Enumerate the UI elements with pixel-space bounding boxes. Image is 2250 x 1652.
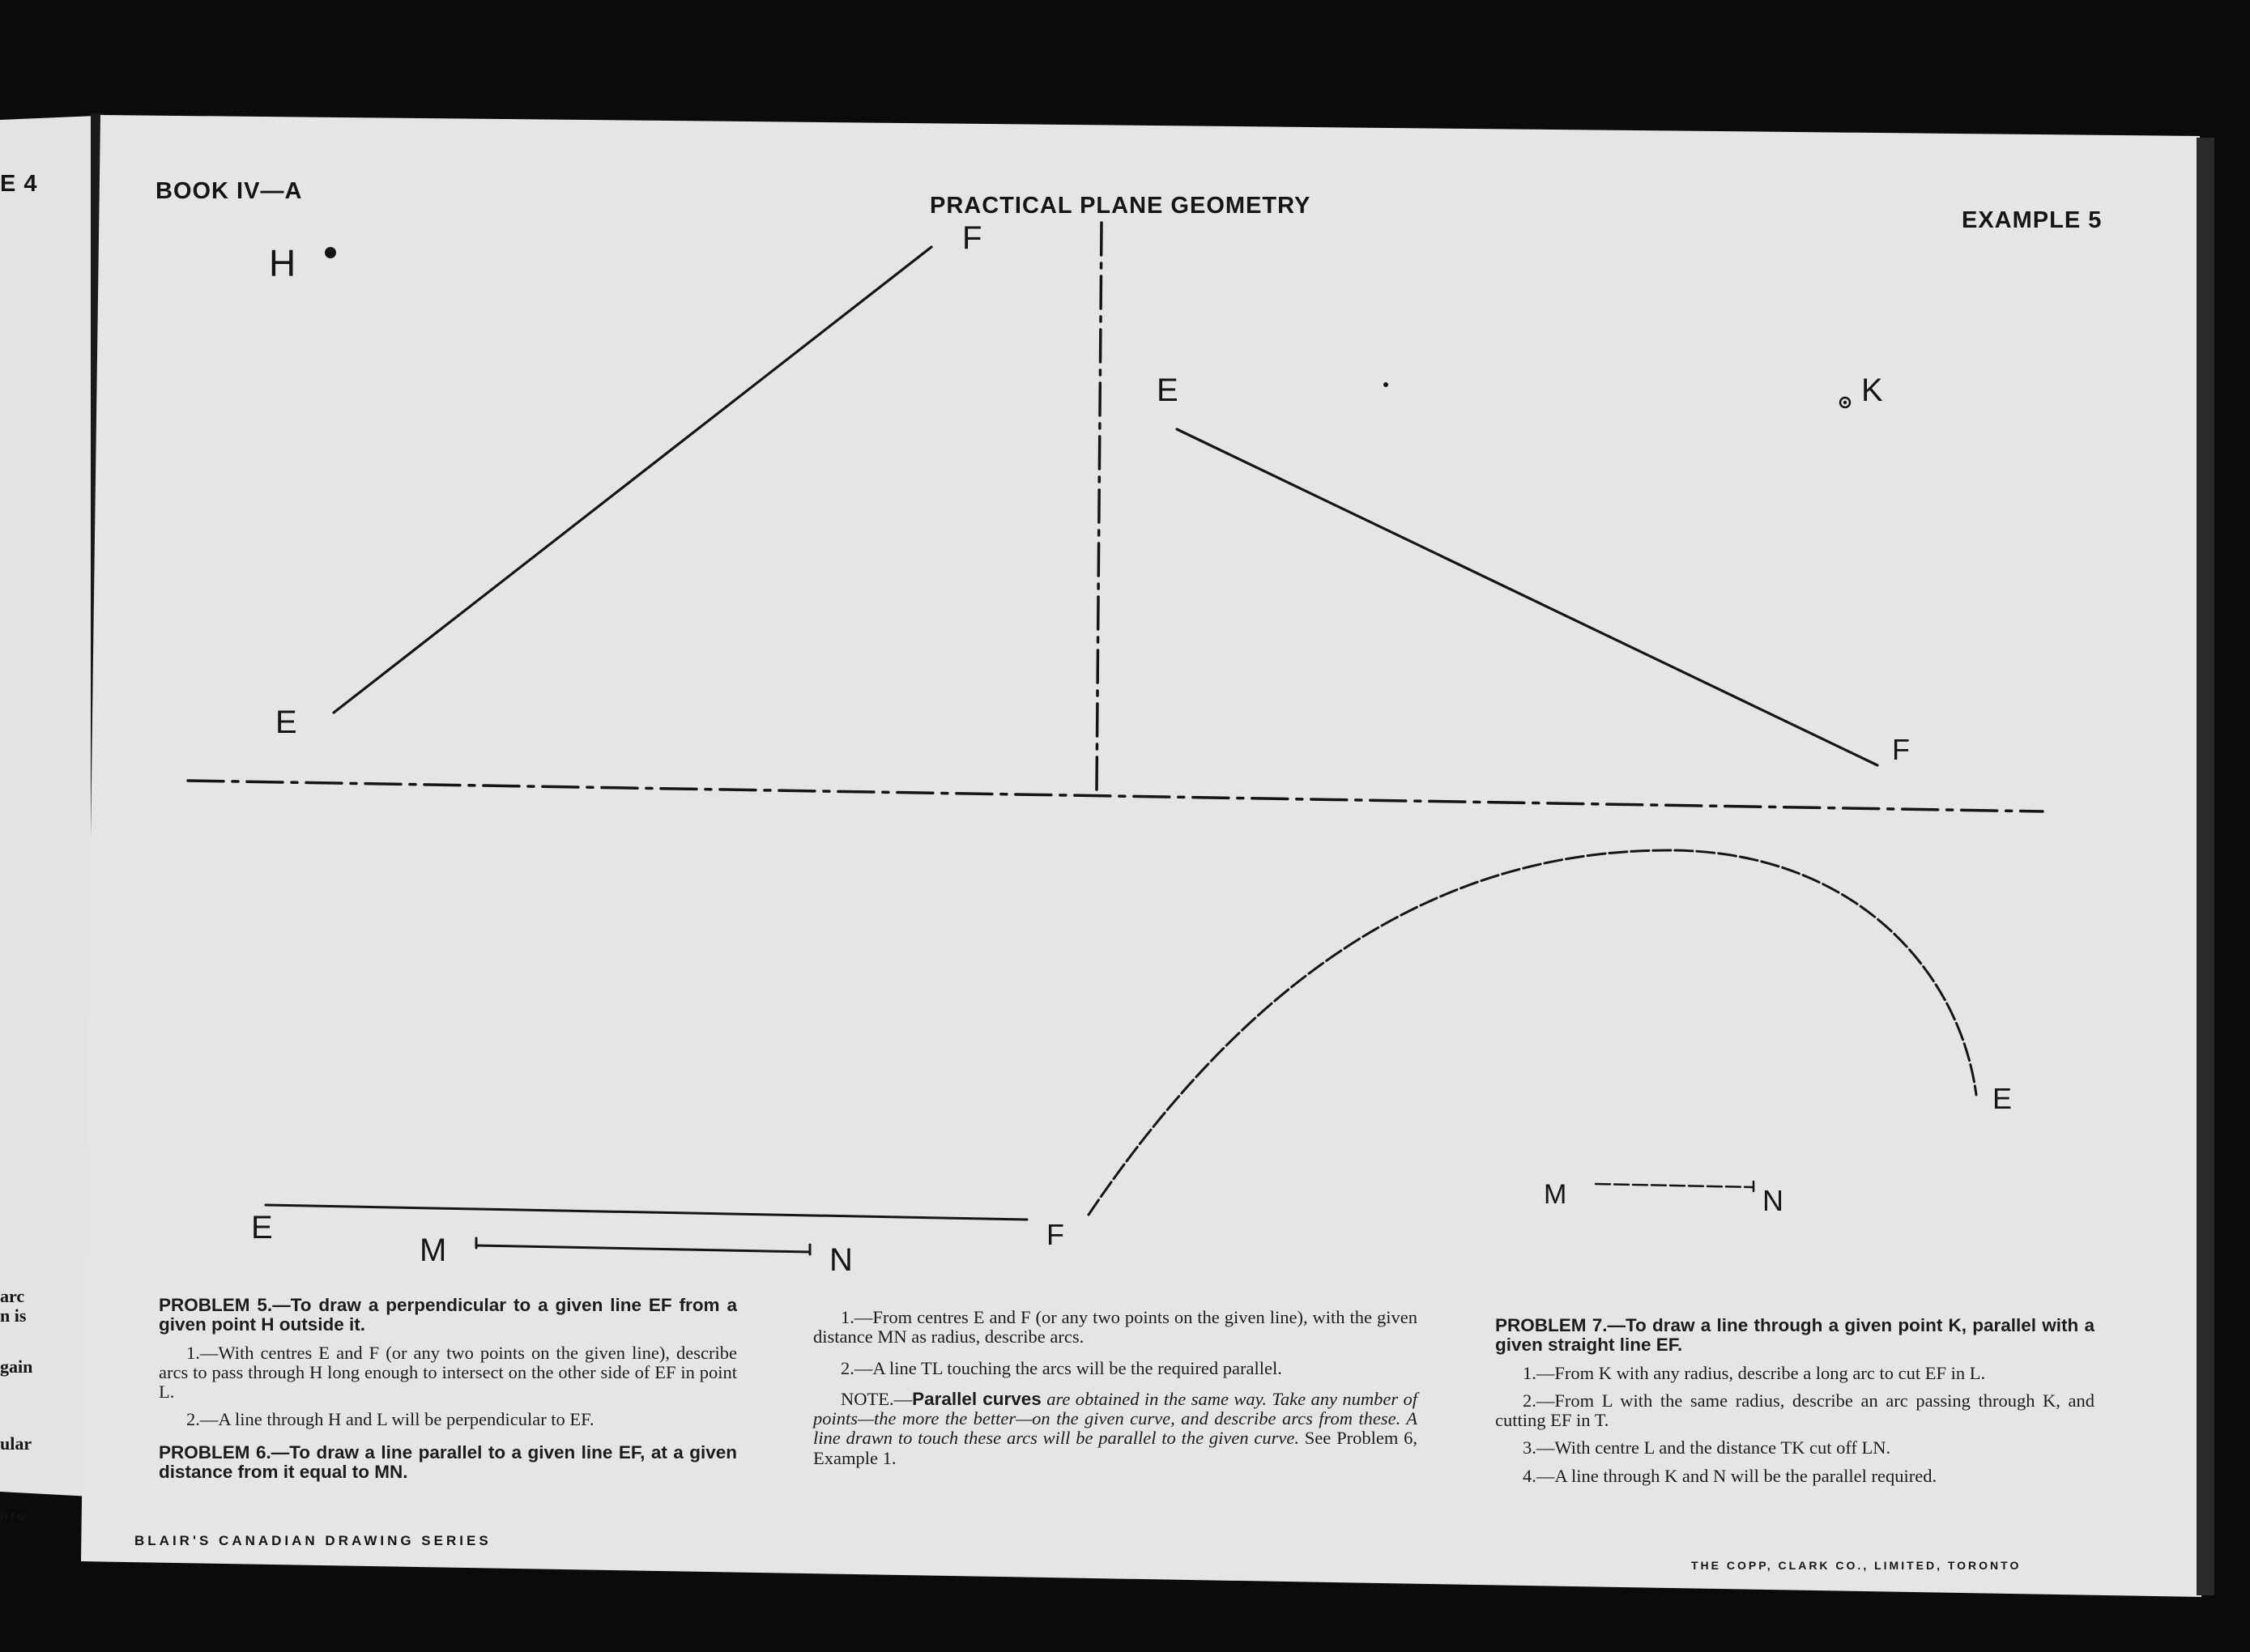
label-p6-n: N (829, 1242, 853, 1278)
previous-page-fragment: n is (0, 1305, 27, 1326)
series-footer: BLAIR'S CANADIAN DRAWING SERIES (134, 1533, 492, 1548)
problem7-statement (1495, 1316, 2094, 1356)
problem5-heading: PROBLEM 5. (159, 1295, 273, 1315)
previous-page-header: E 4 (0, 171, 38, 197)
previous-page-fragment: nto (0, 1509, 28, 1523)
problem5-step1: 1.—With centres E and F (or any two points on the given line), describe arcs to pass through H long enough to intersect on the other side of EF in point L. (159, 1342, 737, 1403)
problem7-step2: 2.—From L with the same radius, describe an arc passing through K, and cutting EF in T. (1495, 1390, 2094, 1431)
label-curve-n: N (1762, 1184, 1783, 1217)
problem7-step3: 3.—With centre L and the distance TK cut off LN. (1523, 1437, 1891, 1458)
point-h-dot (325, 247, 336, 258)
problem5-text-block (159, 1296, 737, 1490)
label-p5-f: F (962, 220, 982, 256)
example-label: EXAMPLE 5 (1962, 207, 2103, 233)
problem5-title: —To draw a perpendicular to a given line EF from a given point H outside it. (159, 1295, 737, 1335)
page-edge-shadow (2197, 138, 2214, 1595)
publisher-footer: THE COPP, CLARK CO., LIMITED, TORONTO (1691, 1559, 2022, 1572)
problem6-note (813, 1390, 1417, 1468)
problem5-statement (159, 1296, 737, 1335)
label-point-k: K (1861, 373, 1883, 408)
point-k-dot (1843, 401, 1847, 404)
problem6-note-label: NOTE.— (841, 1388, 913, 1409)
problem6-step2: 2.—A line TL touching the arcs will be the required parallel. (841, 1357, 1282, 1378)
previous-page-fragment: gain (0, 1356, 33, 1377)
problem5-step2: 2.—A line through H and L will be perpendicular to EF. (186, 1409, 594, 1430)
label-p6-e: E (251, 1210, 273, 1245)
book-label: BOOK IV—A (156, 178, 303, 204)
label-curve-f: F (1046, 1218, 1064, 1251)
label-curve-e: E (1992, 1082, 2013, 1115)
problem7-text-block (1495, 1316, 2094, 1494)
label-p5-e: E (275, 705, 297, 740)
problem6-step1: 1.—From centres E and F (or any two points on the given line), with the given distance MN as radius, describe arcs. (813, 1307, 1417, 1348)
problem6-note-body: are obtained in the same way. Take any number of points—the more the better—on the given curve, and describe arcs from these. A line drawn to touch these arcs will be parallel to the given curve. (813, 1388, 1417, 1449)
label-curve-m: M (1544, 1179, 1567, 1210)
problem7-heading: PROBLEM 7. (1495, 1315, 1608, 1335)
previous-page-fragment: ular (0, 1433, 32, 1454)
label-point-h: H (269, 242, 296, 284)
problem6-heading: PROBLEM 6. (159, 1441, 271, 1463)
stray-mark (1383, 382, 1388, 387)
problem6-note-reference: See Problem 6, Example 1. (813, 1428, 1417, 1468)
label-p6-m: M (420, 1233, 447, 1268)
problem6-title: —To draw a line parallel to a given line EF, at a given distance from it equal to MN. (159, 1441, 737, 1483)
problem6-note-lead: Parallel curves (912, 1388, 1042, 1409)
label-p7-e: E (1157, 373, 1178, 408)
problem6-statement (159, 1443, 737, 1483)
problem7-step1: 1.—From K with any radius, describe a long arc to cut EF in L. (1523, 1362, 1986, 1383)
problem7-title: —To draw a line through a given point K, parallel with a given straight line EF. (1495, 1315, 2094, 1356)
problem6-text-block (813, 1308, 1417, 1476)
previous-page-fragment: arc (0, 1286, 25, 1306)
label-p7-f: F (1892, 733, 1910, 766)
problem7-step4: 4.—A line through K and N will be the parallel required. (1523, 1465, 1937, 1486)
page-title: PRACTICAL PLANE GEOMETRY (930, 193, 1311, 219)
